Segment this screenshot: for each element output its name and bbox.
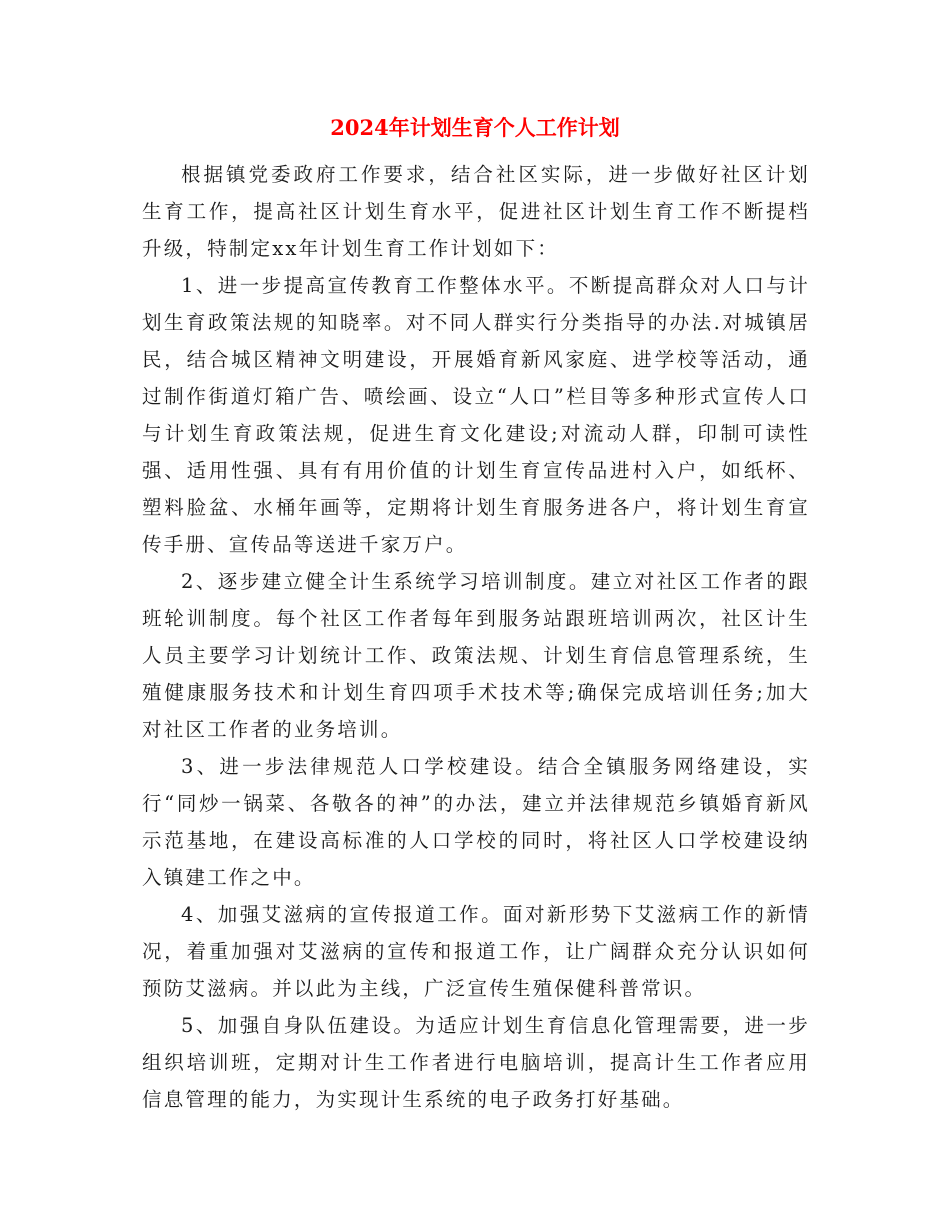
paragraph-item-1: 1、进一步提高宣传教育工作整体水平。不断提高群众对人口与计划生育政策法规的知晓率。对不同人群实行分类指导的办法.对城镇居民，结合城区精神文明建设，开展婚育新风家庭、进学校等活动，通过制作街道灯箱广告、喷绘画、设立“人口”栏目等多种形式宣传人口与计划生育政策法规，促进生育文化建设;对流动人群，印制可读性强、适用性强、具有有用价值的计划生育宣传品进村入户，如纸杯、塑料脸盆、水桶年画等，定期将计划生育服务进各户，将计划生育宣传手册、宣传品等送进千家万户。	[142, 274, 810, 556]
paragraph-item-2: 2、逐步建立健全计生系统学习培训制度。建立对社区工作者的跟班轮训制度。每个社区工作者每年到服务站跟班培训两次，社区计生人员主要学习计划统计工作、政策法规、计划生育信息管理系统，生殖健康服务技术和计划生育四项手术技术等;确保完成培训任务;加大对社区工作者的业务培训。	[142, 570, 810, 741]
paragraph-item-5: 5、加强自身队伍建设。为适应计划生育信息化管理需要，进一步组织培训班，定期对计生工作者进行电脑培训，提高计生工作者应用信息管理的能力，为实现计生系统的电子政务打好基础。	[142, 1014, 810, 1111]
document-title: 2024年计划生育个人工作计划	[330, 115, 620, 140]
document-body	[142, 156, 810, 1118]
intro-paragraph: 根据镇党委政府工作要求，结合社区实际，进一步做好社区计划生育工作，提高社区计划生育水平，促进社区计划生育工作不断提档升级，特制定xx年计划生育工作计划如下：	[142, 163, 810, 260]
paragraph-item-3: 3、进一步法律规范人口学校建设。结合全镇服务网络建设，实行“同炒一锅菜、各敬各的神”的办法，建立并法律规范乡镇婚育新风示范基地，在建设高标准的人口学校的同时，将社区人口学校建设纳入镇建工作之中。	[142, 755, 810, 889]
paragraph-item-4: 4、加强艾滋病的宣传报道工作。面对新形势下艾滋病工作的新情况，着重加强对艾滋病的宣传和报道工作，让广阔群众充分认识如何预防艾滋病。并以此为主线，广泛宣传生殖保健科普常识。	[142, 903, 810, 1000]
